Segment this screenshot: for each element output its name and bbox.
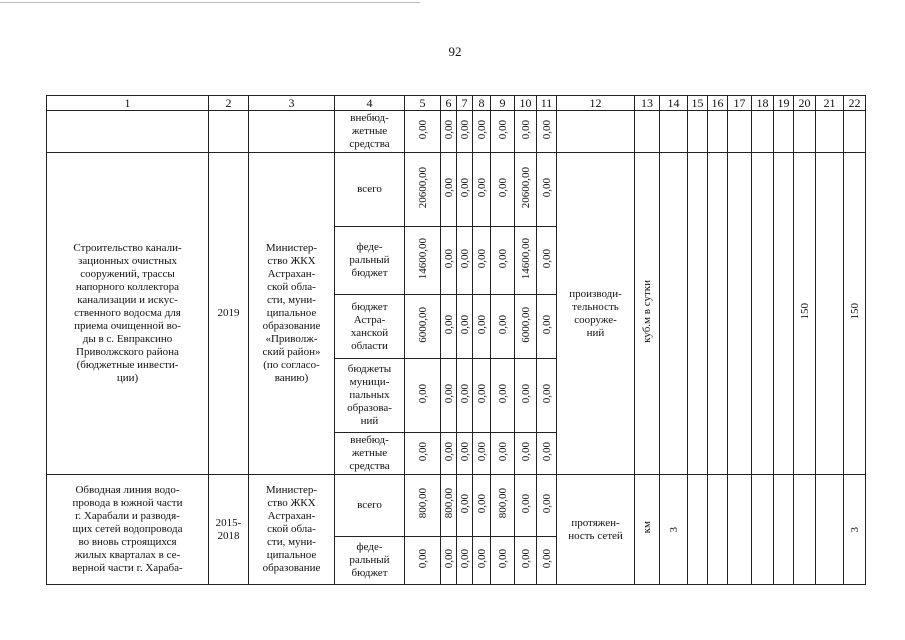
col-header: 4 bbox=[335, 96, 405, 111]
amount-value: 0,00 bbox=[519, 383, 532, 404]
amount-value: 0,00 bbox=[540, 548, 553, 569]
amount-value: 0,00 bbox=[496, 314, 509, 335]
amount-value: 0,00 bbox=[416, 548, 429, 569]
amount-value: 0,00 bbox=[442, 383, 455, 404]
indicator-name: протяжен- ность сетей bbox=[557, 475, 635, 585]
col-header: 6 bbox=[441, 96, 457, 111]
col-header: 17 bbox=[728, 96, 752, 111]
amount-value: 0,00 bbox=[458, 177, 471, 198]
amount-value: 0,00 bbox=[519, 493, 532, 514]
project-year: 2015- 2018 bbox=[209, 475, 249, 585]
project-executor: Министер- ство ЖКХ Астрахан- ской обла- сти, муни- ципальное образование «Приволж- ский район» (по согласо- ванию) bbox=[249, 153, 335, 475]
col-header: 14 bbox=[660, 96, 688, 111]
target-value: 3 bbox=[844, 475, 866, 585]
amount-value: 0,00 bbox=[540, 383, 553, 404]
amount-value: 6000,00 bbox=[519, 306, 532, 343]
amount-value: 0,00 bbox=[540, 119, 553, 140]
amount-value: 0,00 bbox=[496, 119, 509, 140]
top-border-line bbox=[0, 2, 420, 3]
col-header: 7 bbox=[457, 96, 473, 111]
table-row bbox=[47, 475, 866, 537]
amount-value: 0,00 bbox=[496, 177, 509, 198]
table-row bbox=[47, 111, 866, 153]
amount-value: 14600,00 bbox=[519, 237, 532, 280]
amount-value: 0,00 bbox=[540, 441, 553, 462]
col-header: 16 bbox=[708, 96, 728, 111]
funding-source: бюджеты муници- пальных образова- ний bbox=[335, 359, 405, 433]
amount-value: 0,00 bbox=[442, 248, 455, 269]
funding-source: внебюд- жетные средства bbox=[335, 433, 405, 475]
col-header: 9 bbox=[491, 96, 515, 111]
table-row bbox=[47, 153, 866, 227]
col-header: 21 bbox=[816, 96, 844, 111]
col-header: 22 bbox=[844, 96, 866, 111]
project-name: Строительство канали- зационных очистных сооружений, трассы напорного коллектора канализации и искус- ственного водосма для приема очищенной во- ды в с. Евпраксино Приволжского района (бюджетные инвести- ции) bbox=[47, 153, 209, 475]
amount-value: 0,00 bbox=[458, 548, 471, 569]
amount-value: 0,00 bbox=[458, 441, 471, 462]
col-header: 11 bbox=[537, 96, 557, 111]
col-header: 19 bbox=[774, 96, 794, 111]
amount-value: 0,00 bbox=[475, 548, 488, 569]
project-year: 2019 bbox=[209, 153, 249, 475]
amount-value: 0,00 bbox=[442, 177, 455, 198]
amount-value: 20600,00 bbox=[519, 166, 532, 209]
amount-value: 0,00 bbox=[540, 493, 553, 514]
amount-value: 0,00 bbox=[475, 314, 488, 335]
col-header: 13 bbox=[635, 96, 660, 111]
amount-value: 800,00 bbox=[416, 488, 429, 519]
amount-value: 0,00 bbox=[475, 493, 488, 514]
project-executor: Министер- ство ЖКХ Астрахан- ской обла- сти, муни- ципальное образование bbox=[249, 475, 335, 585]
col-header: 5 bbox=[405, 96, 441, 111]
amount-value: 0,00 bbox=[496, 248, 509, 269]
project-name: Обводная линия водо- провода в южной части г. Харабали и разводя- щих сетей водопровода во вновь строящихся жилых кварталах в се- верной части г. Хараба- bbox=[47, 475, 209, 585]
amount-value: 0,00 bbox=[519, 441, 532, 462]
col-header: 1 bbox=[47, 96, 209, 111]
amount-value: 800,00 bbox=[442, 488, 455, 519]
indicator-name: производи- тельность сооруже- ний bbox=[557, 153, 635, 475]
header-row bbox=[47, 96, 866, 111]
amount-value: 0,00 bbox=[475, 248, 488, 269]
amount-value: 0,00 bbox=[458, 383, 471, 404]
amount-value: 0,00 bbox=[442, 548, 455, 569]
amount-value: 6000,00 bbox=[416, 306, 429, 343]
amount-value: 0,00 bbox=[540, 314, 553, 335]
amount-value: 0,00 bbox=[540, 248, 553, 269]
target-value: 150 bbox=[794, 153, 816, 475]
amount-value: 0,00 bbox=[458, 119, 471, 140]
indicator-unit: куб.м в сутки bbox=[635, 153, 660, 475]
col-header: 10 bbox=[515, 96, 537, 111]
amount-value: 0,00 bbox=[416, 383, 429, 404]
col-header: 2 bbox=[209, 96, 249, 111]
funding-source: бюджет Астра- ханской области bbox=[335, 295, 405, 359]
amount-value: 0,00 bbox=[475, 383, 488, 404]
amount-value: 0,00 bbox=[442, 441, 455, 462]
amount-value: 0,00 bbox=[540, 177, 553, 198]
amount-value: 0,00 bbox=[519, 548, 532, 569]
page-number: 92 bbox=[448, 44, 462, 59]
amount-value: 800,00 bbox=[496, 488, 509, 519]
amount-value: 20600,00 bbox=[416, 166, 429, 209]
amount-value: 0,00 bbox=[519, 119, 532, 140]
indicator-unit: км bbox=[635, 475, 660, 585]
amount-value: 0,00 bbox=[496, 383, 509, 404]
amount-value: 0,00 bbox=[416, 119, 429, 140]
amount-value: 0,00 bbox=[416, 441, 429, 462]
target-value: 3 bbox=[660, 475, 688, 585]
amount-value: 14600,00 bbox=[416, 237, 429, 280]
amount-value: 0,00 bbox=[496, 548, 509, 569]
budget-table bbox=[46, 95, 866, 585]
amount-value: 0,00 bbox=[458, 493, 471, 514]
amount-value: 0,00 bbox=[442, 119, 455, 140]
target-value: 150 bbox=[844, 153, 866, 475]
col-header: 18 bbox=[752, 96, 774, 111]
col-header: 3 bbox=[249, 96, 335, 111]
funding-source: всего bbox=[335, 153, 405, 227]
amount-value: 0,00 bbox=[475, 119, 488, 140]
funding-source: внебюд- жетные средства bbox=[335, 111, 405, 153]
funding-source: всего bbox=[335, 475, 405, 537]
col-header: 20 bbox=[794, 96, 816, 111]
amount-value: 0,00 bbox=[496, 441, 509, 462]
amount-value: 0,00 bbox=[458, 248, 471, 269]
col-header: 15 bbox=[688, 96, 708, 111]
col-header: 8 bbox=[473, 96, 491, 111]
amount-value: 0,00 bbox=[458, 314, 471, 335]
amount-value: 0,00 bbox=[442, 314, 455, 335]
funding-source: феде- ральный бюджет bbox=[335, 227, 405, 295]
amount-value: 0,00 bbox=[475, 441, 488, 462]
col-header: 12 bbox=[557, 96, 635, 111]
amount-value: 0,00 bbox=[475, 177, 488, 198]
funding-source: феде- ральный бюджет bbox=[335, 537, 405, 585]
